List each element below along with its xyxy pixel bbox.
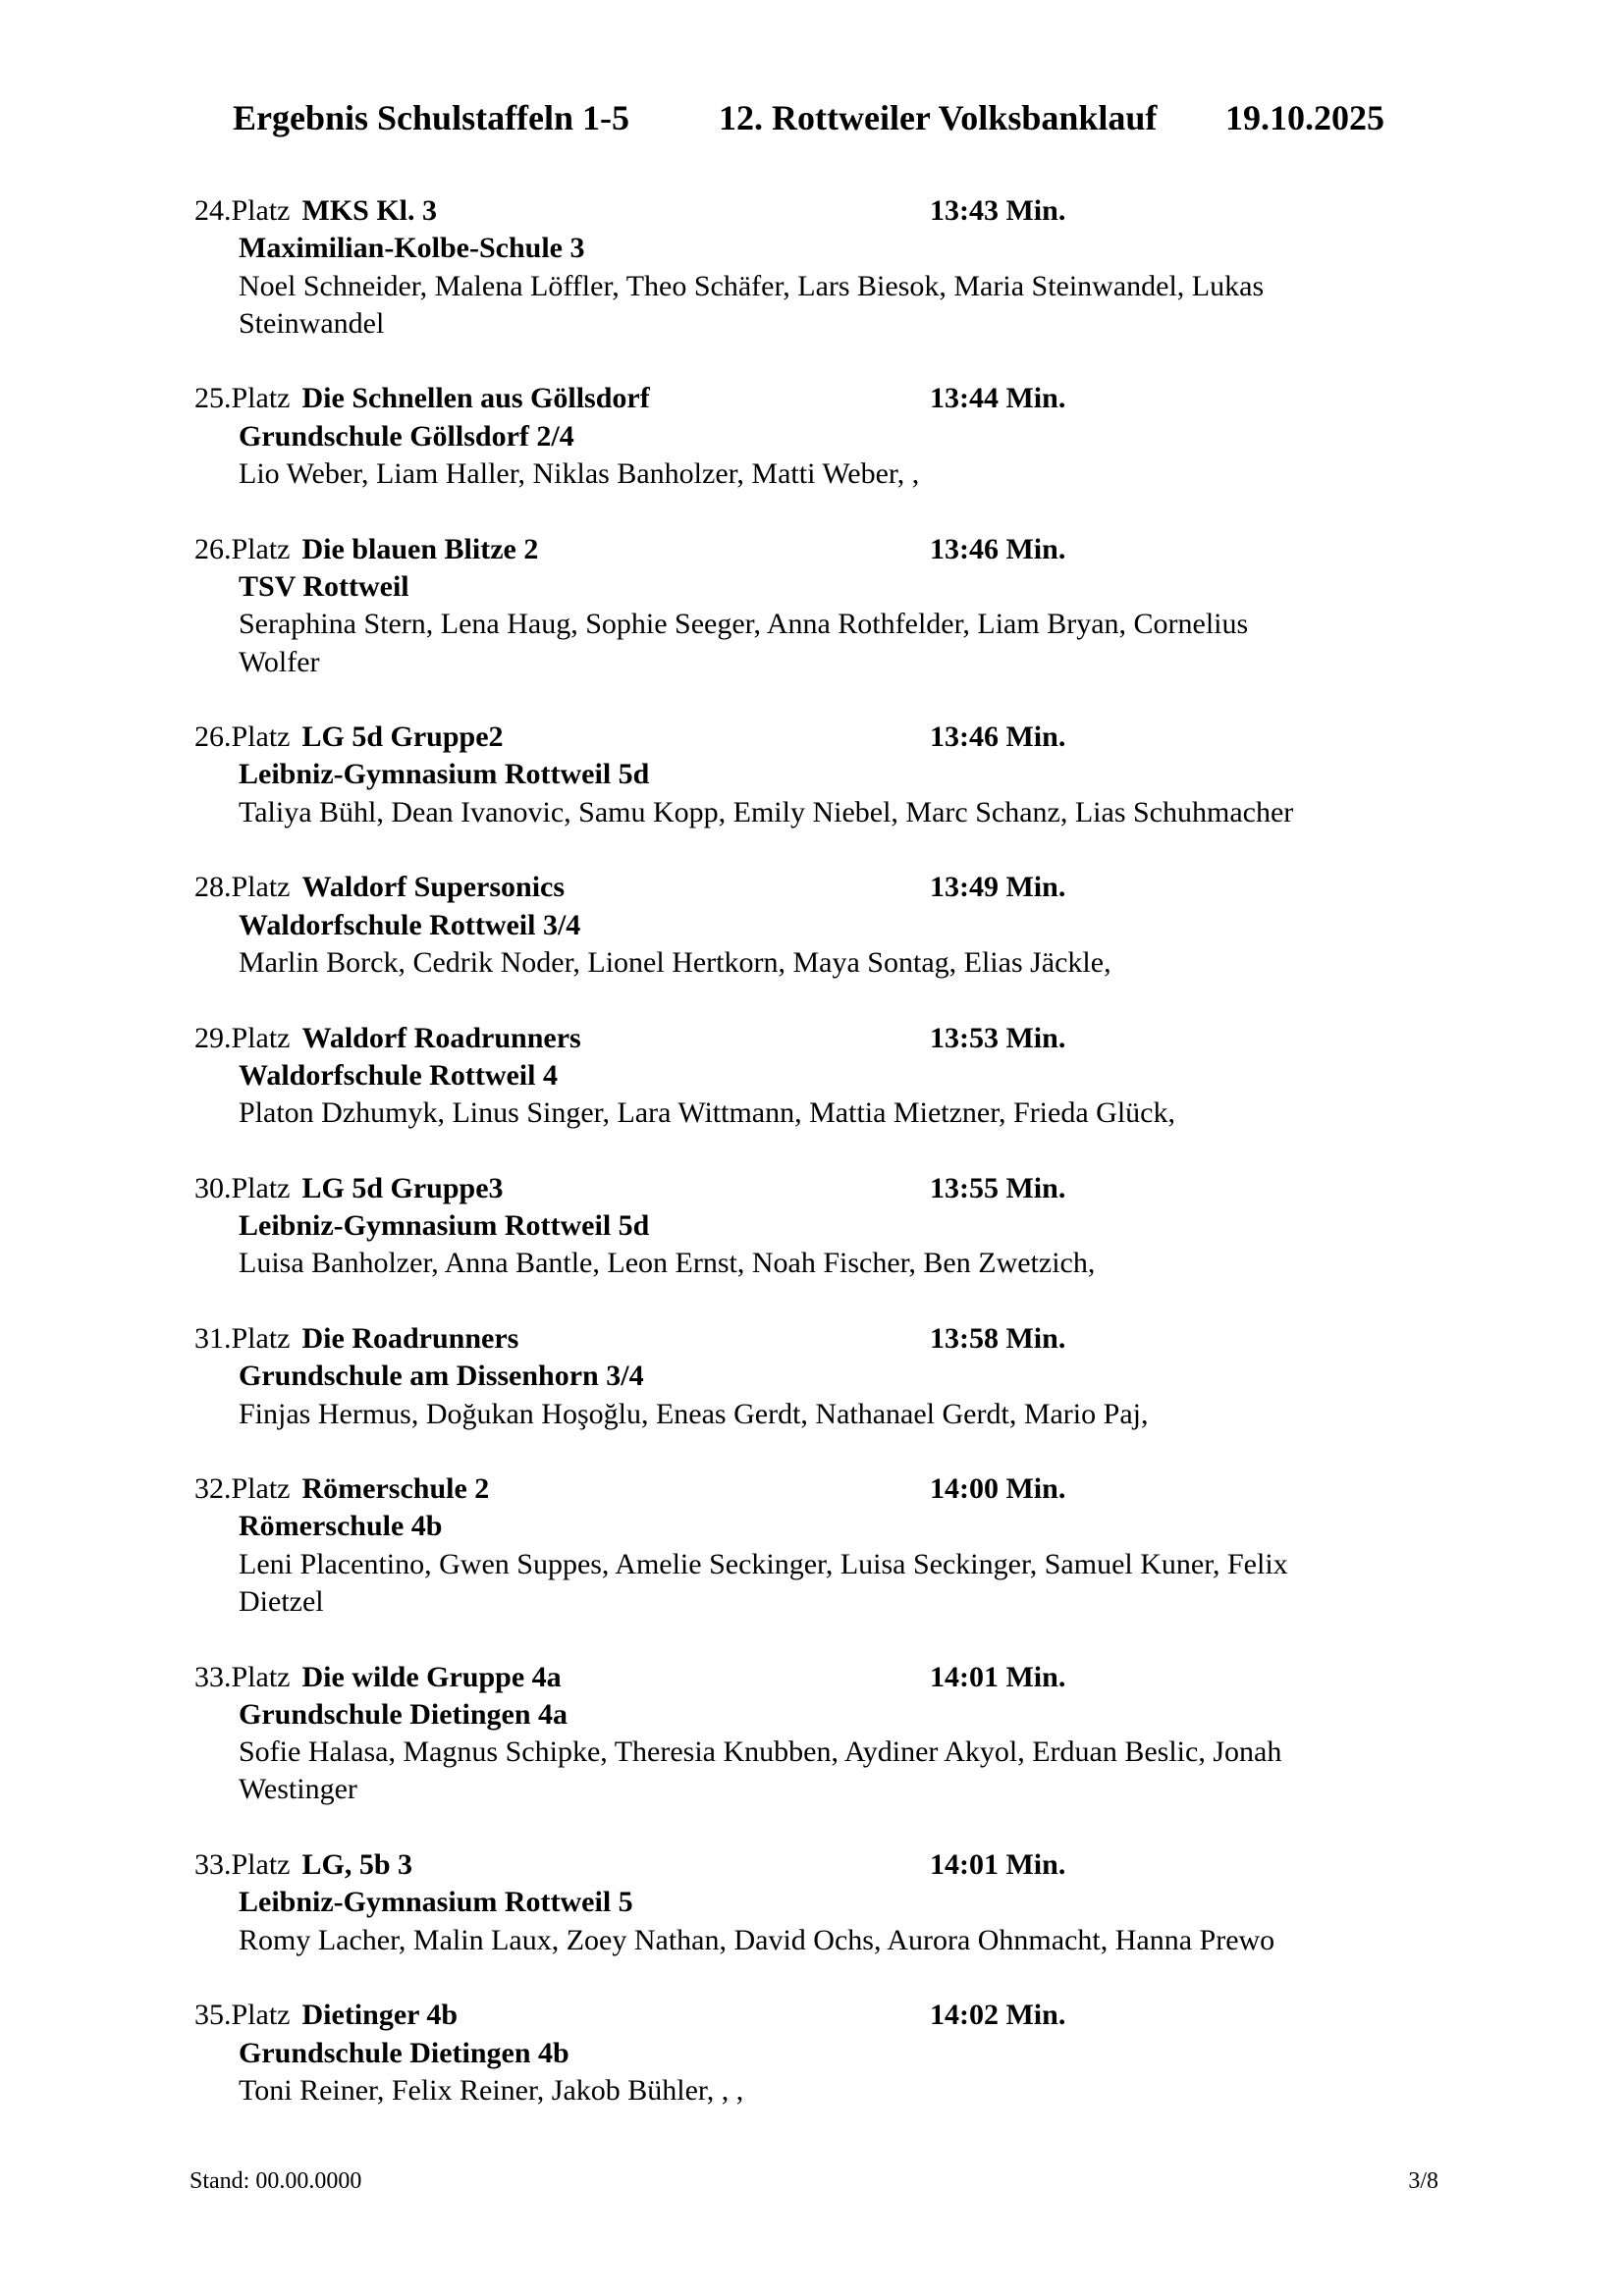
result-entry [194, 1659, 1451, 1809]
rank: 35.Platz [194, 1999, 291, 2032]
result-entry [194, 1846, 1451, 1959]
team-name: Römerschule 2 [301, 1472, 490, 1506]
team-members: Taliya Bühl, Dean Ivanovic, Samu Kopp, Emily Niebel, Marc Schanz, Lias Schuhmacher [239, 795, 1294, 828]
finish-time: 14:01 Min. [930, 1660, 1066, 1693]
school-name: Waldorfschule Rottweil 3/4 [239, 908, 581, 941]
entry-header [194, 380, 1451, 417]
team-name: Waldorf Supersonics [301, 871, 566, 904]
rank: 26.Platz [194, 721, 291, 754]
result-entry [194, 719, 1451, 831]
school-name: Grundschule Göllsdorf 2/4 [239, 419, 574, 453]
team-name: Die blauen Blitze 2 [301, 532, 539, 565]
team-members: Leni Placentino, Gwen Suppes, Amelie Seckinger, Luisa Seckinger, Samuel Kuner, Felix [239, 1547, 1288, 1580]
entry-header [194, 1997, 1451, 2034]
rank: 24.Platz [194, 194, 291, 227]
team-members: Romy Lacher, Malin Laux, Zoey Nathan, David Ochs, Aurora Ohnmacht, Hanna Prewo [239, 1923, 1275, 1956]
rank: 25.Platz [194, 382, 291, 415]
rank: 28.Platz [194, 871, 291, 904]
school-name: TSV Rottweil [239, 569, 409, 603]
team-name: LG, 5b 3 [301, 1848, 413, 1882]
school-name: Römerschule 4b [239, 1510, 443, 1543]
finish-time: 13:53 Min. [930, 1021, 1066, 1054]
title-competition: Ergebnis Schulstaffeln 1-5 [233, 98, 630, 137]
team-members: Luisa Banholzer, Anna Bantle, Leon Ernst, Noah Fischer, Ben Zwetzich, [239, 1247, 1096, 1280]
team-name: Die Schnellen aus Göllsdorf [301, 382, 650, 415]
result-entry [194, 1020, 1451, 1133]
entry-header [194, 1846, 1451, 1884]
finish-time: 14:02 Min. [930, 1999, 1066, 2032]
entry-header [194, 1020, 1451, 1057]
result-entry [194, 1470, 1451, 1621]
finish-time: 13:44 Min. [930, 382, 1066, 415]
team-members: Platon Dzhumyk, Linus Singer, Lara Wittmann, Mattia Mietzner, Frieda Glück, [239, 1096, 1175, 1130]
entry-header [194, 531, 1451, 568]
team-members-continued: Wolfer [239, 645, 320, 678]
team-name: LG 5d Gruppe3 [301, 1171, 504, 1204]
team-members: Finjas Hermus, Doğukan Hoşoğlu, Eneas Gerdt, Nathanael Gerdt, Mario Paj, [239, 1397, 1149, 1430]
rank: 30.Platz [194, 1171, 291, 1204]
team-members: Marlin Borck, Cedrik Noder, Lionel Hertkorn, Maya Sontag, Elias Jäckle, [239, 945, 1111, 979]
rank: 26.Platz [194, 532, 291, 565]
rank: 33.Platz [194, 1848, 291, 1882]
entry-header [194, 1659, 1451, 1696]
school-name: Grundschule Dietingen 4b [239, 2036, 569, 2069]
school-name: Grundschule Dietingen 4a [239, 1697, 568, 1731]
result-entry [194, 869, 1451, 982]
finish-time: 13:49 Min. [930, 871, 1066, 904]
entry-header [194, 719, 1451, 756]
finish-time: 13:43 Min. [930, 194, 1066, 227]
team-name: Die Roadrunners [301, 1321, 519, 1355]
school-name: Grundschule am Dissenhorn 3/4 [239, 1360, 644, 1393]
team-members: Noel Schneider, Malena Löffler, Theo Schäfer, Lars Biesok, Maria Steinwandel, Lukas [239, 269, 1265, 302]
entry-header [194, 192, 1451, 230]
rank: 31.Platz [194, 1321, 291, 1355]
result-entry [194, 1170, 1451, 1283]
school-name: Leibniz-Gymnasium Rottweil 5 [239, 1886, 633, 1919]
title-date: 19.10.2025 [1225, 98, 1384, 137]
school-name: Leibniz-Gymnasium Rottweil 5d [239, 758, 650, 791]
results-list [194, 192, 1451, 2147]
rank: 32.Platz [194, 1472, 291, 1506]
team-members: Seraphina Stern, Lena Haug, Sophie Seeger, Anna Rothfelder, Liam Bryan, Cornelius [239, 608, 1249, 641]
finish-time: 14:01 Min. [930, 1848, 1066, 1882]
result-entry [194, 1997, 1451, 2109]
team-name: LG 5d Gruppe2 [301, 721, 504, 754]
team-members-continued: Dietzel [239, 1584, 324, 1618]
team-name: Dietinger 4b [301, 1999, 459, 2032]
entry-header [194, 1170, 1451, 1207]
entry-header [194, 869, 1451, 906]
entry-header [194, 1320, 1451, 1358]
rank: 29.Platz [194, 1021, 291, 1054]
finish-time: 13:46 Min. [930, 721, 1066, 754]
team-members-continued: Steinwandel [239, 306, 385, 340]
school-name: Waldorfschule Rottweil 4 [239, 1058, 558, 1092]
team-members: Toni Reiner, Felix Reiner, Jakob Bühler, , , [239, 2073, 744, 2107]
finish-time: 13:55 Min. [930, 1171, 1066, 1204]
title-event: 12. Rottweiler Volksbanklauf [719, 98, 1158, 137]
footer-stand: Stand: 00.00.0000 [189, 2168, 362, 2194]
finish-time: 13:46 Min. [930, 532, 1066, 565]
team-members: Lio Weber, Liam Haller, Niklas Banholzer, Matti Weber, , [239, 457, 920, 491]
rank: 33.Platz [194, 1660, 291, 1693]
team-name: Waldorf Roadrunners [301, 1021, 581, 1054]
school-name: Leibniz-Gymnasium Rottweil 5d [239, 1209, 650, 1243]
finish-time: 13:58 Min. [930, 1321, 1066, 1355]
team-members: Sofie Halasa, Magnus Schipke, Theresia Knubben, Aydiner Akyol, Erduan Beslic, Jonah [239, 1735, 1282, 1769]
result-entry [194, 1320, 1451, 1433]
team-name: MKS Kl. 3 [301, 194, 438, 227]
school-name: Maximilian-Kolbe-Schule 3 [239, 232, 585, 265]
result-entry [194, 531, 1451, 681]
entry-header [194, 1470, 1451, 1508]
finish-time: 14:00 Min. [930, 1472, 1066, 1506]
result-entry [194, 192, 1451, 343]
team-name: Die wilde Gruppe 4a [301, 1660, 562, 1693]
team-members-continued: Westinger [239, 1773, 357, 1806]
page-number: 3/8 [1408, 2168, 1438, 2194]
result-entry [194, 380, 1451, 493]
